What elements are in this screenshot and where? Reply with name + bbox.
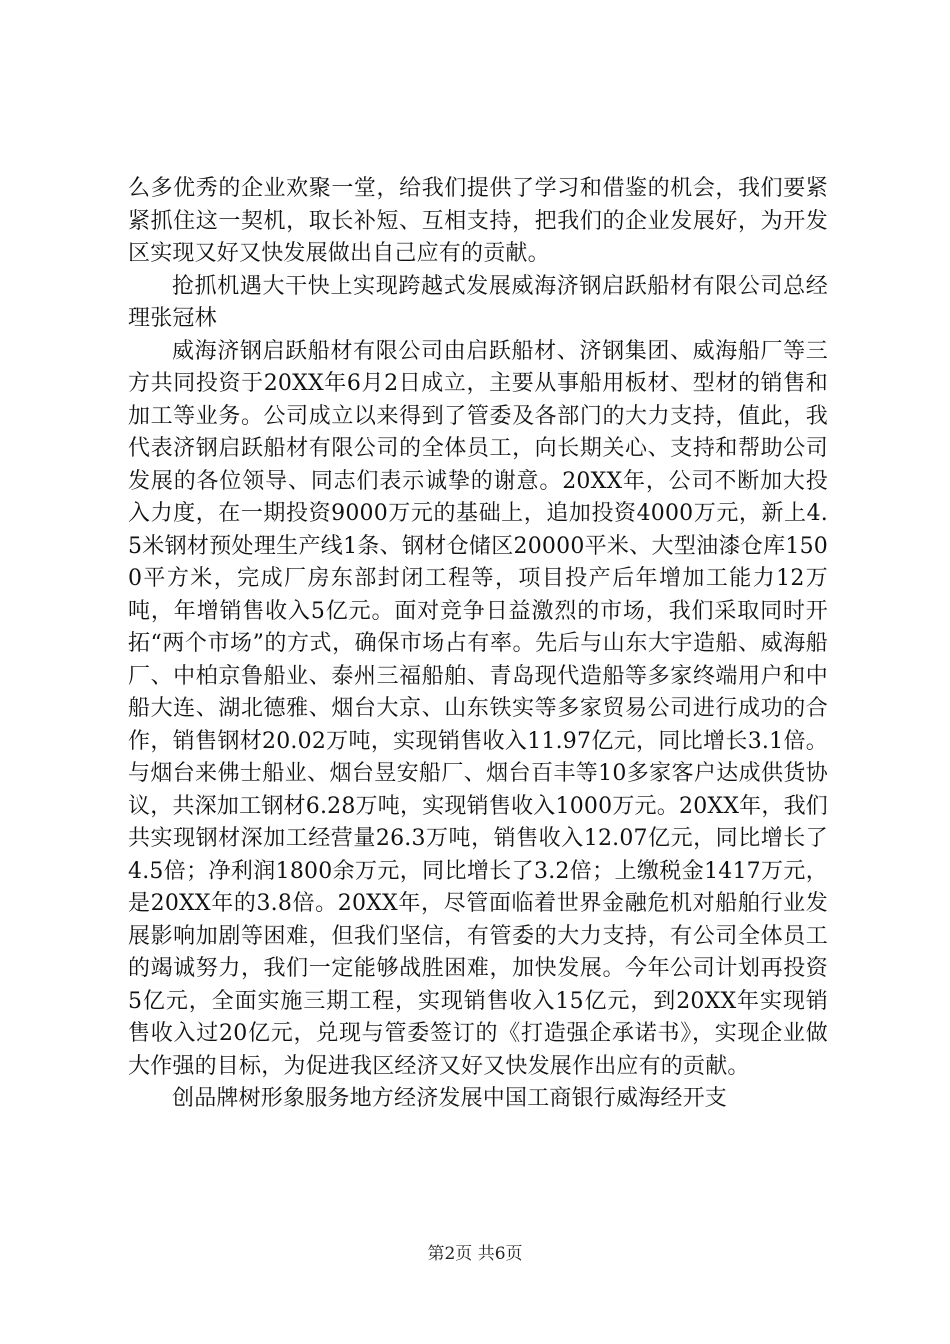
paragraph-4-heading: 创品牌树形象服务地方经济发展中国工商银行威海经开支 [172,1086,728,1111]
paragraph-3: 威海济钢启跃船材有限公司由启跃船材、济钢集团、威海船厂等三方共同投资于20XX年6月2日成立，主要从事船用板材、型材的销售和加工等业务。公司成立以来得到了管委及各部门的大力支持，值此，我代表济钢启跃船材有限公司的全体员工，向长期关心、支持和帮助公司发展的各位领导、同志们表示诚挚的谢意。20XX年，公司不断加大投入力度，在一期投资9000万元的基础上，追加投资4000万元，新上4.5米钢材预处理生产线1条、钢材仓储区20000平米、大型油漆仓库1500平方米，完成厂房东部封闭工程等，项目投产后年增加工能力12万吨，年增销售收入5亿元。面对竞争日益激烈的市场，我们采取同时开拓“两个市场”的方式，确保市场占有率。先后与山东大宇造船、威海船厂、中柏京鲁船业、泰州三福船舶、青岛现代造船等多家终端用户和中船大连、湖北德雅、烟台大京、山东铁实等多家贸易公司进行成功的合作，销售钢材20.02万吨，实现销售收入11.97亿元，同比增长3.1倍。与烟台来佛士船业、烟台昱安船厂、烟台百丰等10多家客户达成供货协议，共深加工钢材6.28万吨，实现销售收入1000万元。20XX年，我们共实现钢材深加工经营量26.3万吨，销售收入12.07亿元，同比增长了4.5倍；净利润1800余万元，同比增长了3.2倍；上缴税金1417万元，是20XX年的3.8倍。20XX年，尽管面临着世界金融危机对船舶行业发展影响加剧等困难，但我们坚信，有管委的大力支持，有公司全体员工的竭诚努力，我们一定能够战胜困难，加快发展。今年公司计划再投资5亿元，全面实施三期工程，实现销售收入15亿元，到20XX年实现销售收入过20亿元，兑现与管委签订的《打造强企承诺书》，实现企业做大作强的目标，为促进我区经济又好又快发展作出应有的贡献。 [128,338,828,1079]
page-number-footer: 第2页 共6页 [427,1244,523,1264]
paragraph-1: 么多优秀的企业欢聚一堂，给我们提供了学习和借鉴的机会，我们要紧紧抓住这一契机，取长补短、互相支持，把我们的企业发展好，为开发区实现又好又快发展做出自己应有的贡献。 [128,176,828,266]
paragraph-2-heading: 抢抓机遇大干快上实现跨越式发展威海济钢启跃船材有限公司总经理张冠林 [128,273,828,331]
document-body [128,173,828,1116]
